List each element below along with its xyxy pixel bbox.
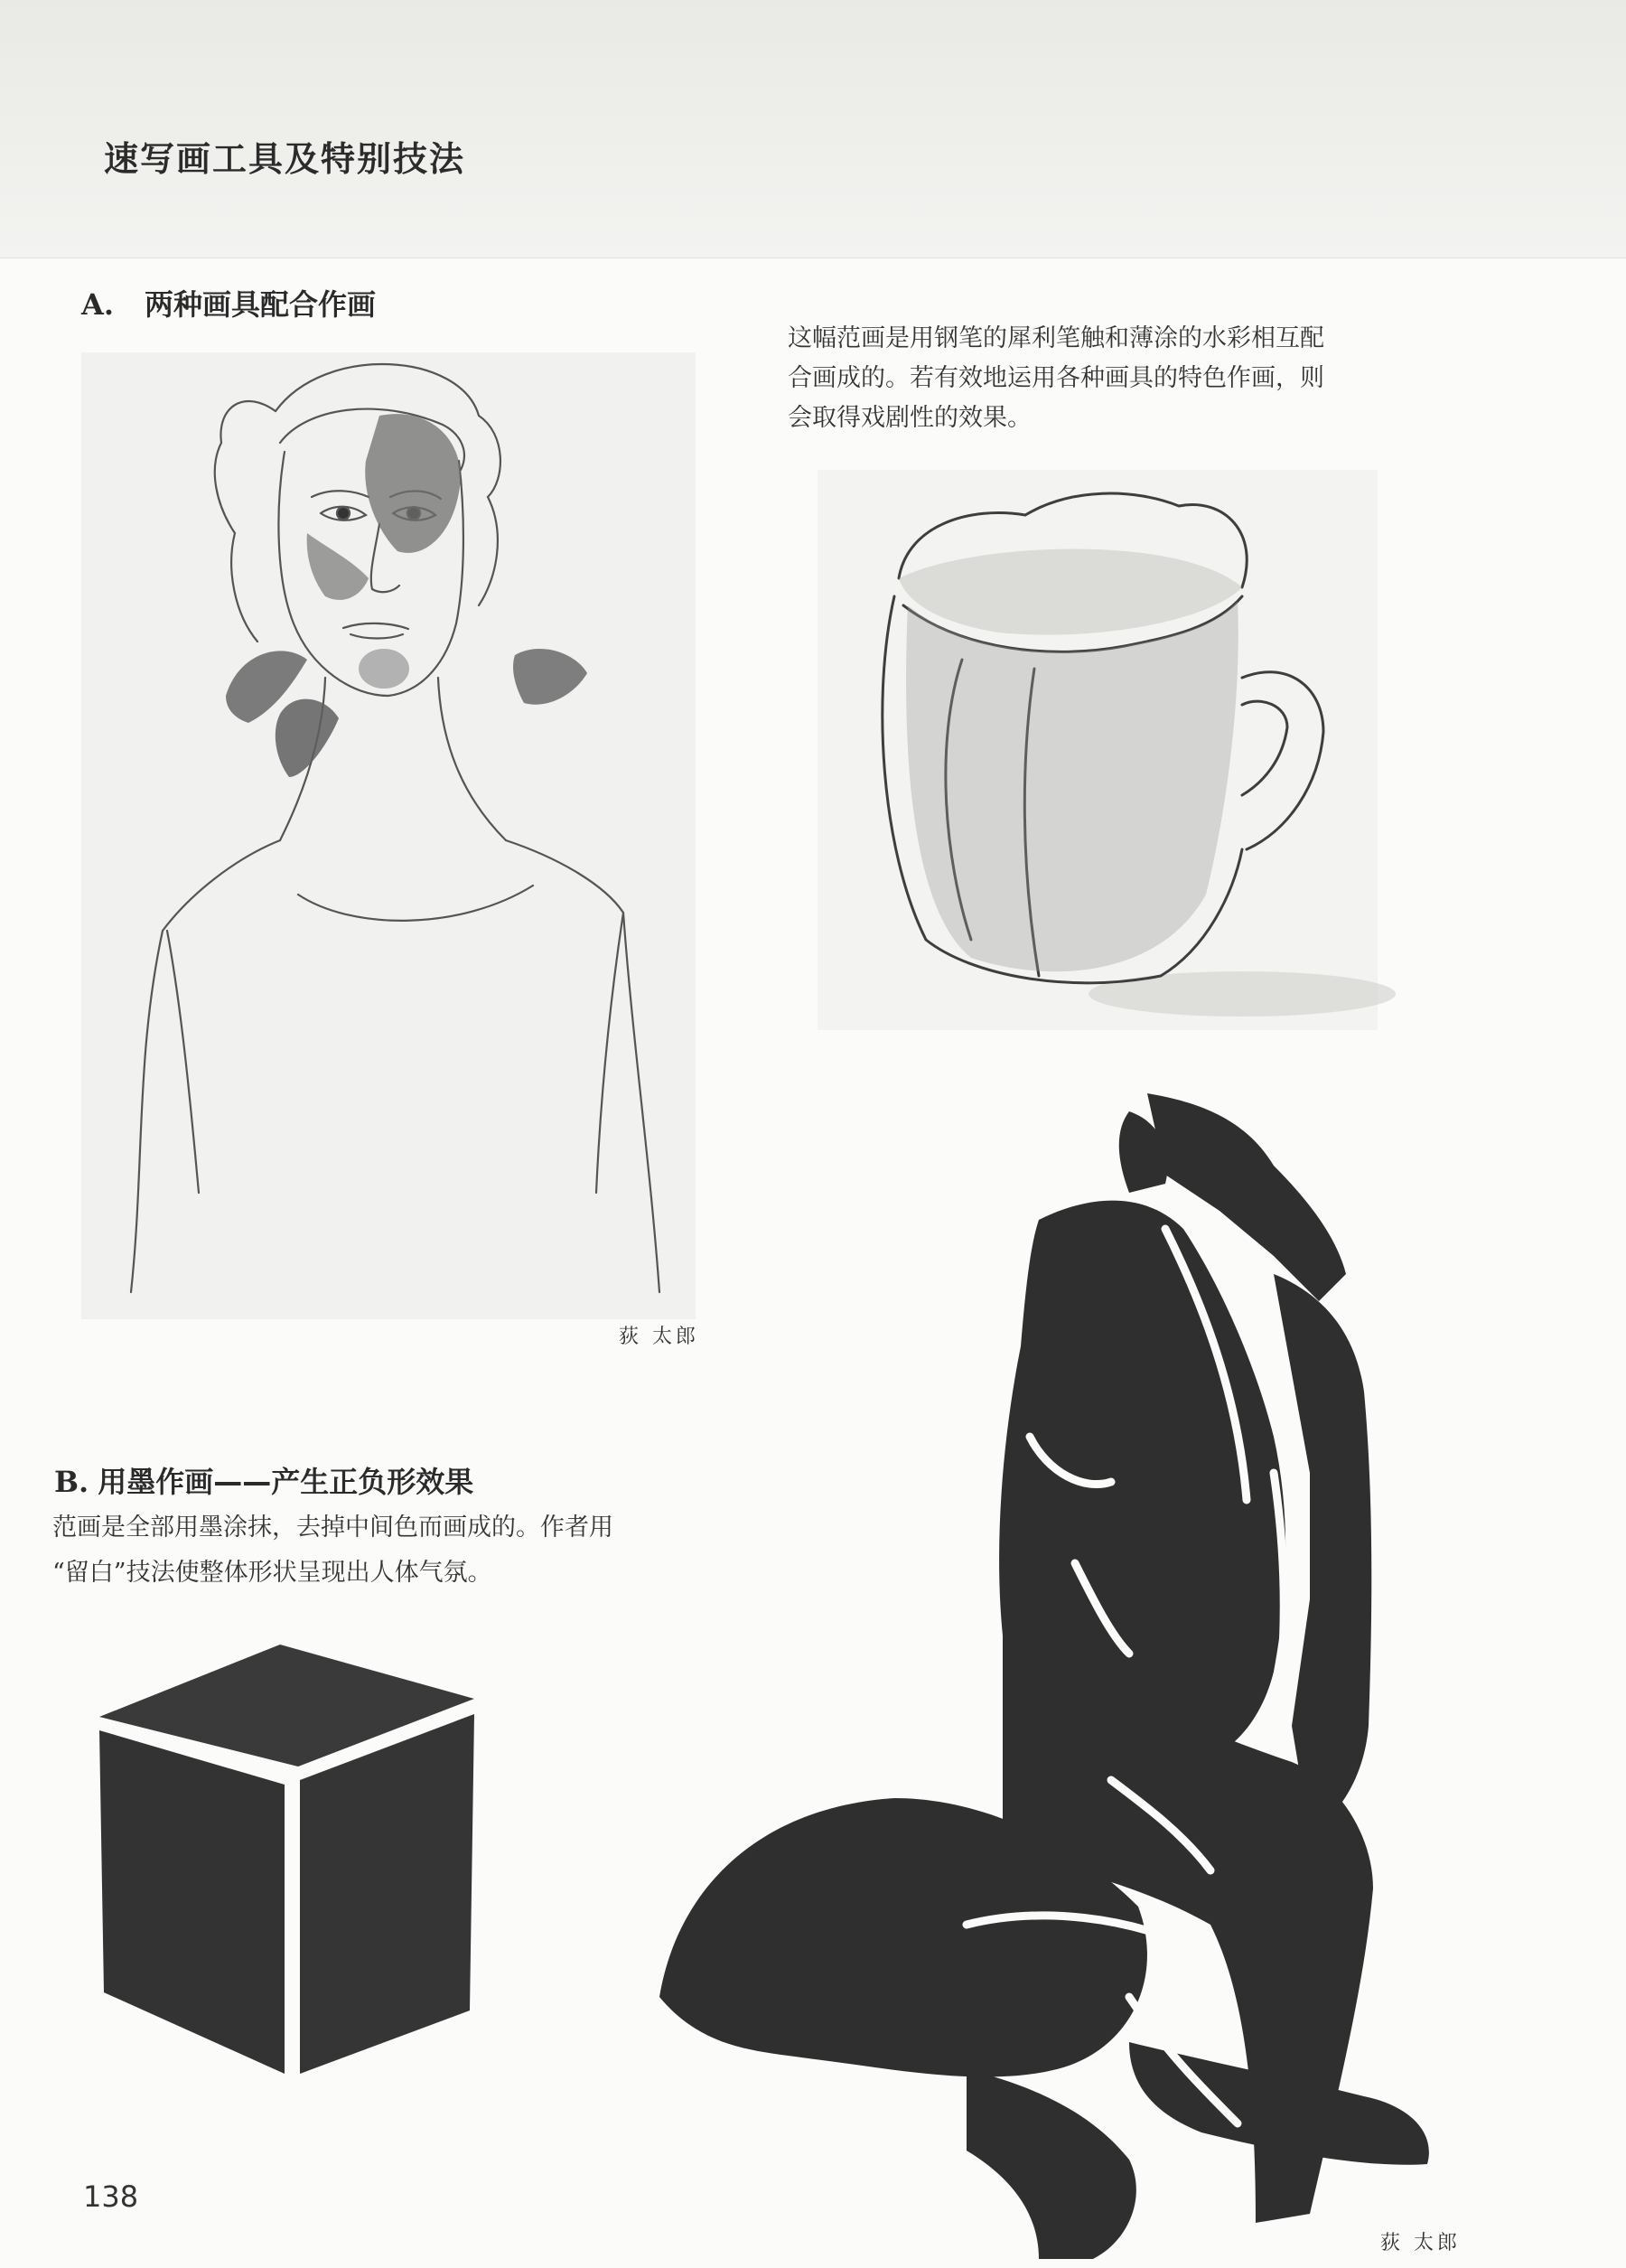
ink-figure-illustration	[623, 1093, 1490, 2268]
section-b-title: 用墨作画——产生正负形效果	[98, 1465, 474, 1499]
section-a-tag: A.	[81, 287, 114, 322]
ink-cube-illustration	[90, 1631, 488, 2083]
portrait-illustration	[81, 352, 696, 1319]
portrait-credit: 荻 太郎	[619, 1326, 699, 1348]
section-b-heading	[54, 1459, 473, 1501]
section-a-heading	[81, 282, 376, 323]
header-band	[0, 0, 1626, 258]
section-b-description-line-1: 范画是全部用墨涂抹，去掉中间色而画成的。作者用	[52, 1514, 613, 1542]
section-a-description: 这幅范画是用钢笔的犀利笔触和薄涂的水彩相互配合画成的。若有效地运用各种画具的特色作画，则会取得戏剧性的效果。	[788, 324, 1324, 432]
cup-illustration	[818, 470, 1378, 1030]
section-a-title: 两种画具配合作画	[144, 287, 376, 322]
section-b-description-line-2: “留白”技法使整体形状呈现出人体气氛。	[52, 1559, 492, 1587]
section-b-tag: B.	[54, 1465, 89, 1499]
figure-credit: 荻 太郎	[1380, 2232, 1461, 2254]
page-number: 138	[83, 2179, 139, 2214]
page-title: 速写画工具及特别技法	[104, 139, 466, 179]
